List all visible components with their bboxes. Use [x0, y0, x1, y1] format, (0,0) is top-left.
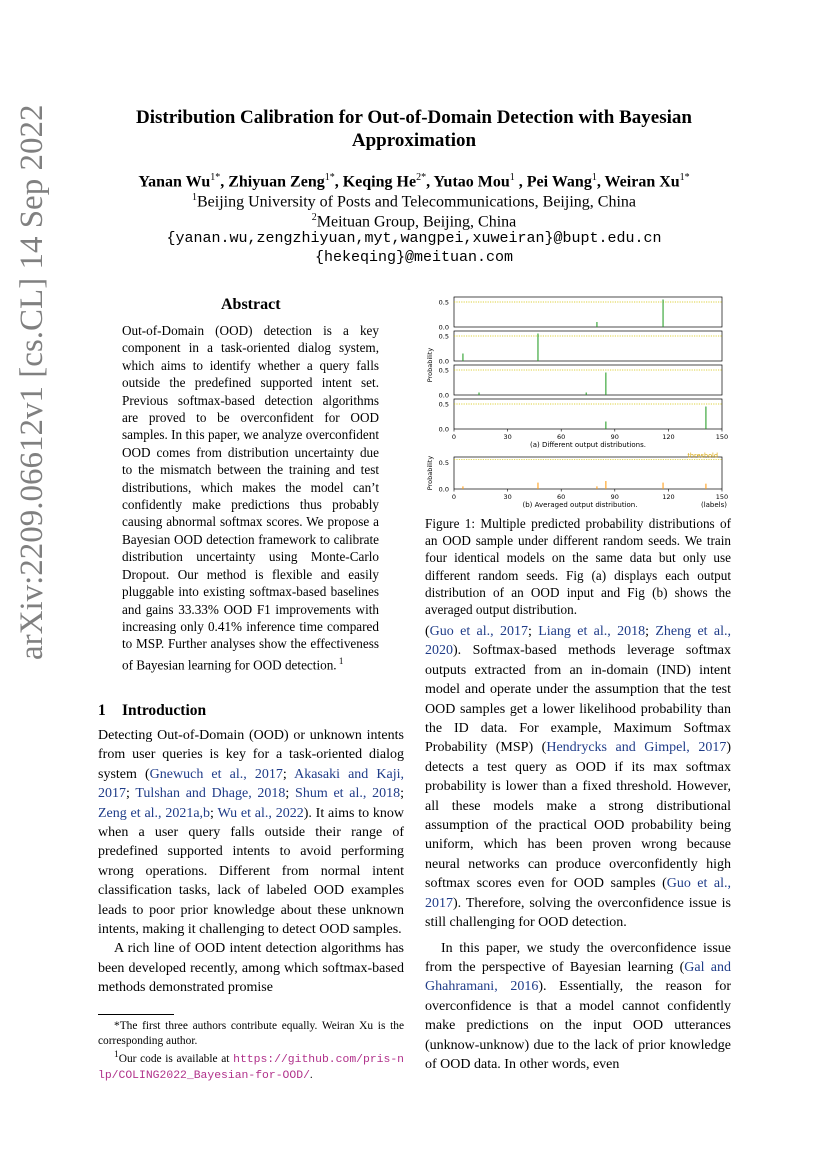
text-run: ; [400, 786, 404, 802]
affil-text: Beijing University of Posts and Telecommunications, Beijing, China [197, 193, 636, 211]
figure-caption: Figure 1: Multiple predicted probability distributions of an OOD sample under different random seeds. We train four identical models on the same data but only use different random seeds. Fig (a) displays each output distribution of an OOD input and Fig (b) shows the averaged output distribution. [425, 516, 731, 618]
x-tick-label: 30 [503, 433, 512, 441]
text-run: ). It aims to know when a user query falls outside their range of predefined supported intents to avoid performing wrong operations. Different from normal intent classification tasks, lack of labeled OOD examples leads to poor prior knowledge about these unknown intents, making it challenging to detect OOD samples. [98, 805, 405, 938]
figure-1 [420, 295, 740, 515]
footnote-marker: 1 [114, 1050, 119, 1061]
affil-mark: 2 [311, 212, 317, 223]
footnote-text: Our code is available at [118, 1052, 234, 1065]
text-run: ). Therefore, solving the overconfidence issue is still challenging for OOD detection. [425, 895, 731, 931]
x-tick-label: 90 [610, 493, 619, 501]
citation-link[interactable]: Zeng et al., 2021a,b [98, 805, 211, 821]
author-affil-mark: 2* [416, 172, 427, 183]
footnotes [98, 1019, 404, 1083]
footnote-star: *The first three authors contribute equally. Weiran Xu is the corresponding author. [98, 1020, 404, 1047]
author-affil-mark: 1* [679, 172, 690, 183]
author-name: Zhiyuan Zeng [228, 173, 325, 191]
panel-a-caption: (a) Different output distributions. [530, 441, 646, 449]
x-tick-label: 150 [715, 433, 729, 441]
y-tick-label: 0.5 [438, 400, 449, 409]
author-affil-mark: 1* [324, 172, 335, 183]
x-tick-label: 30 [503, 493, 512, 501]
plot-frame [454, 365, 722, 395]
footnote-marker: 1 [338, 655, 344, 666]
y-tick-label: 0.5 [438, 332, 449, 341]
author-name: Pei Wang [526, 173, 592, 191]
email-line-2: {hekeqing}@meituan.com [314, 249, 514, 266]
x-tick-label: 60 [557, 493, 566, 501]
right-column-text: (Guo et al., 2017; Liang et al., 2018; Zheng et al., 2020). Softmax-based methods leverage softmax outputs extracted from an in-domain (IND) intent model and operate under the assumption that the test OOD samples get a lower likelihood probability than the ID data. For example, Maximum Softmax Probability (MSP) (Hendrycks and Gimpel, 2017) detects a test query as OOD if its max softmax probability is lower than a fixed threshold. However, all these models make a strong distributional assumption of the practical OOD probability being uniform, which has been proven wrong because neural networks can produce overconfidently high softmax scores even for OOD samples (Guo et al., 2017). Therefore, solving the overconfidence issue is still challenging for OOD detection. In this paper, we study the overconfidence issue from the perspective of Bayesian learning (Gal and Ghahramani, 2016). Essentially, the reason for overconfidence is that a model cannot confidently make predictions on the input OOD utterances (unknow-unknow) due to the lack of prior knowledge of OOD data. In other words, even [425, 624, 731, 1072]
text-run: ; [528, 624, 539, 639]
author-name: Keqing He [342, 173, 417, 191]
section-heading [98, 702, 404, 720]
title-line-2: Approximation [351, 130, 477, 151]
text-run: ) detects a test query as OOD if its max softmax probability is lower than a fixed threshold. However, all these models make a strong distributional assumption of the practical OOD probability being uniform, which has been proven wrong because neural networks can produce overconfidently high softmax scores even for OOD samples ( [425, 740, 731, 892]
title-line-1: Distribution Calibration for Out-of-Domain Detection with Bayesian [136, 107, 692, 128]
text-run: ). Softmax-based methods leverage softmax outputs extracted from an in-domain (IND) intent model and operate under the assumption that the test OOD samples get a lower likelihood probability than the ID data. For example, Maximum Softmax Probability (MSP) ( [425, 643, 731, 756]
author-name: Yutao Mou [433, 173, 510, 191]
section-number: 1 [98, 702, 106, 719]
arxiv-identifier: arXiv:2209.06612v1 [cs.CL] 14 Sep 2022 [14, 104, 50, 660]
author-affil-mark: 1* [210, 172, 221, 183]
text-run: . [309, 1068, 313, 1081]
plot-frame [454, 457, 722, 489]
abstract-heading: Abstract [221, 296, 281, 313]
y-tick-label: 0.0 [438, 485, 449, 494]
y-tick-label: 0.0 [438, 357, 449, 366]
citation-link[interactable]: Hendrycks and Gimpel, 2017 [546, 740, 727, 756]
intro-paragraph-2: A rich line of OOD intent detection algorithms has been developed recently, among which softmax-based methods demonstrated promise [98, 941, 404, 996]
author-name: Weiran Xu [604, 173, 680, 191]
text-run: In this paper, we study the overconfidence issue from the perspective of Bayesian learning ( [425, 940, 731, 975]
text-run: ). Essentially, the reason for overconfidence is that a model cannot confidently make predictions on the input OOD utterances (unknow-unknow) due to the lack of prior knowledge of OOD data. In other words, even [425, 979, 731, 1072]
y-tick-label: 0.0 [438, 323, 449, 332]
citation-link[interactable]: Gnewuch et al., 2017 [149, 766, 283, 782]
author-affil-mark: 1 [509, 172, 515, 183]
citation-link[interactable]: Shum et al., 2018 [295, 786, 401, 802]
footnote-rule [98, 1014, 174, 1015]
x-tick-label: 120 [662, 493, 675, 501]
citation-link[interactable]: Akasaki and Kaji, 2017 [98, 766, 405, 802]
text-run: Detecting Out-of-Domain (OOD) or unknown intents from user queries is key for a task-oriented dialog system ( [98, 728, 404, 782]
text-run: ; [282, 766, 295, 782]
x-axis-label: (labels) [700, 501, 728, 509]
author-affil-mark: 1 [591, 172, 597, 183]
affil-mark: 1 [192, 192, 197, 203]
x-tick-label: 90 [610, 433, 619, 441]
citation-link[interactable]: Gal and Ghahramani, 2016 [425, 959, 731, 995]
citation-link[interactable]: Guo et al., 2017 [429, 624, 528, 639]
intro-paragraph-1 [98, 726, 404, 998]
x-tick-label: 150 [715, 493, 729, 501]
author-list: Yanan $Wu^{1*}$, Zhiyuan Zeng$^{1*}$, Keqing $He^{2*}$, Yutao Mou$^1$ , Pei Wang$^1$, Weiran $Xu^{1*}$ [138, 172, 690, 191]
panel-b-caption: (b) Averaged output distribution. [522, 501, 638, 509]
text-run: ; [645, 624, 656, 639]
code-url-link[interactable]: https://github.com/pris-nlp/COLING2022_Bayesian-for-OOD/ [98, 1053, 404, 1082]
citation-link[interactable]: Tulshan and Dhage, 2018 [135, 786, 286, 802]
text-run: ; [285, 786, 296, 802]
y-axis-label: Probability [426, 455, 434, 491]
y-tick-label: 0.0 [438, 425, 449, 434]
x-tick-label: 0 [451, 493, 457, 501]
citation-link[interactable]: Liang et al., 2018 [538, 624, 646, 639]
y-tick-label: 0.5 [438, 298, 449, 307]
affil-text: Meituan Group, Beijing, China [316, 213, 517, 231]
x-tick-label: 60 [557, 433, 566, 441]
citation-link[interactable]: Guo et al., 2017 [425, 876, 731, 911]
x-tick-label: 120 [662, 433, 675, 441]
threshold-label: threshold [687, 451, 718, 460]
y-axis-label: Probability [426, 347, 434, 383]
text-run: ; [210, 805, 218, 821]
x-tick-label: 0 [451, 433, 457, 441]
abstract-body [122, 322, 379, 674]
plot-frame [454, 331, 722, 361]
citation-link[interactable]: Zheng et al., 2020 [425, 624, 731, 659]
y-tick-label: 0.0 [438, 391, 449, 400]
y-tick-label: 0.5 [438, 458, 449, 467]
text-run: ; [126, 786, 136, 802]
plot-frame [454, 297, 722, 327]
section-title: Introduction [122, 702, 207, 719]
paper-title [90, 106, 738, 152]
y-tick-label: 0.5 [438, 366, 449, 375]
plot-frame [454, 399, 722, 429]
citation-link[interactable]: Wu et al., 2022 [217, 805, 304, 821]
abstract-text: Out-of-Domain (OOD) detection is a key component in a task-oriented dialog system, which aims to identify whether a query falls outside the predefined supported intent set. Previous softmax-based detection algorithms are proved to be overconfident for OOD samples. In this paper, we analyze overconfident OOD comes from distribution uncertainty due to the mismatch between the training and test distributions, which makes the model can’t confidently make predictions thus probably causing abnormal softmax scores. We propose a Bayesian OOD detection framework to calibrate distribution uncertainty using Monte-Carlo Dropout. Our method is flexible and easily pluggable into existing softmax-based baselines and gains 33.33% OOD F1 improvements with increasing only 0.41% inference time compared to MSP. Further analyses show the effectiveness of Bayesian learning for OOD detection. [122, 323, 379, 673]
author-name: Yanan Wu [138, 173, 211, 191]
email-line-1: {yanan.wu,zengzhiyuan,myt,wangpei,xuweiran}@bupt.edu.cn [166, 230, 662, 247]
